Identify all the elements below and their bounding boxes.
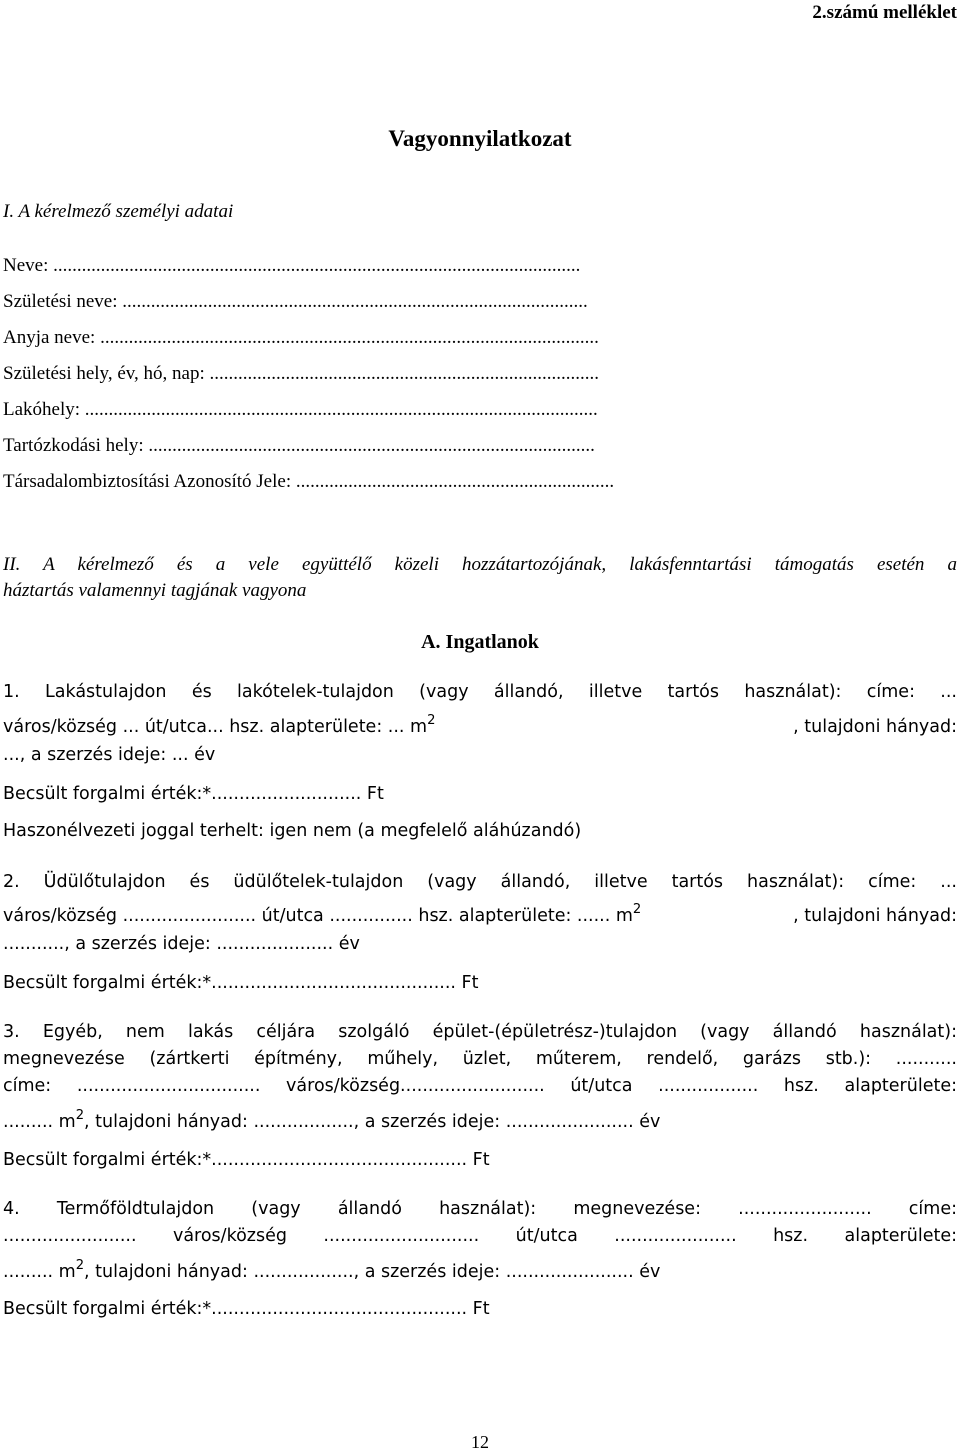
- section1-heading: I. A kérelmező személyi adatai: [3, 201, 234, 222]
- document-title: Vagyonnyilatkozat: [388, 126, 572, 151]
- item3-line2: megnevezése (zártkerti építmény, műhely, üzlet, műterem, rendelő, garázs stb.): ...........: [3, 1049, 957, 1069]
- section2-heading-line1: II. A kérelmező és a vele együttélő közeli hozzátartozójának, lakásfenntartási támogatás esetén a: [3, 554, 957, 575]
- item4-line2: ........................ város/község ............................ út/utca ...................... hsz. alapterülete:: [3, 1226, 957, 1246]
- item3-estimated-value: Becsült forgalmi érték:*.............................................. Ft: [3, 1150, 490, 1170]
- subsection-a-heading: A. Ingatlanok: [421, 631, 539, 653]
- item4-line3: ......... $m^2$, tulajdoni hányad: .................., a szerzés ideje: ....................... év: [3, 1257, 661, 1282]
- item1-line3: ..., a szerzés ideje: ... év: [3, 745, 216, 765]
- item2-line1: 2. Üdülőtulajdon és üdülőtelek-tulajdon (vagy állandó, illetve tartós használat): címe: ...: [3, 872, 957, 892]
- item3-line4: ......... $m^2$, tulajdoni hányad: .................., a szerzés ideje: ....................... év: [3, 1107, 661, 1132]
- item2-line3: ..........., a szerzés ideje: ..................... év: [3, 934, 360, 954]
- item1-estimated-value: Becsült forgalmi érték:*........................... Ft: [3, 784, 384, 804]
- page-number: 12: [471, 1432, 489, 1452]
- field-residence: Lakóhely: ............................................................................................................: [3, 399, 598, 420]
- item1-line2-left: város/község ... út/utca... hsz. alapterülete: ... $m^2$: [3, 712, 436, 737]
- item2-line2-right: , tulajdoni hányad:: [793, 906, 957, 926]
- item2-estimated-value: Becsült forgalmi érték:*............................................ Ft: [3, 973, 479, 993]
- item2-line2: [3, 901, 957, 927]
- field-mother-name: Anyja neve: .........................................................................................................: [3, 327, 599, 348]
- item3-line1: 3. Egyéb, nem lakás céljára szolgáló épület-(épületrész-)tulajdon (vagy állandó használat):: [3, 1022, 957, 1042]
- item1-line2: [3, 712, 957, 738]
- field-social-security-id: Társadalombiztosítási Azonosító Jele: ...................................................................: [3, 471, 615, 492]
- item4-estimated-value: Becsült forgalmi érték:*.............................................. Ft: [3, 1299, 490, 1319]
- item1-usufruct: Haszonélvezeti joggal terhelt: igen nem (a megfelelő aláhúzandó): [3, 821, 582, 841]
- field-birth-name: Születési neve: ..................................................................................................: [3, 291, 588, 312]
- item1-line1: 1. Lakástulajdon és lakótelek-tulajdon (vagy állandó, illetve tartós használat): címe: ...: [3, 682, 957, 702]
- annex-label: 2.számú melléklet: [812, 2, 957, 23]
- field-birth-place-date: Születési hely, év, hó, nap: ..................................................................................: [3, 363, 599, 384]
- item3-line3: címe: ................................. város/község.......................... út/utca .................. hsz. alapterülete:: [3, 1076, 957, 1096]
- section2-heading-line2: háztartás valamennyi tagjának vagyona: [3, 580, 307, 601]
- field-name: Neve: ...............................................................................................................: [3, 255, 581, 276]
- item2-line2-left: város/község ........................ út/utca ............... hsz. alapterülete: ...... $m^2$: [3, 901, 642, 926]
- field-temporary-residence: Tartózkodási hely: ..............................................................................................: [3, 435, 595, 456]
- item1-line2-right: , tulajdoni hányad:: [793, 717, 957, 737]
- item4-line1: 4. Termőföldtulajdon (vagy állandó használat): megnevezése: ........................ címe:: [3, 1199, 957, 1219]
